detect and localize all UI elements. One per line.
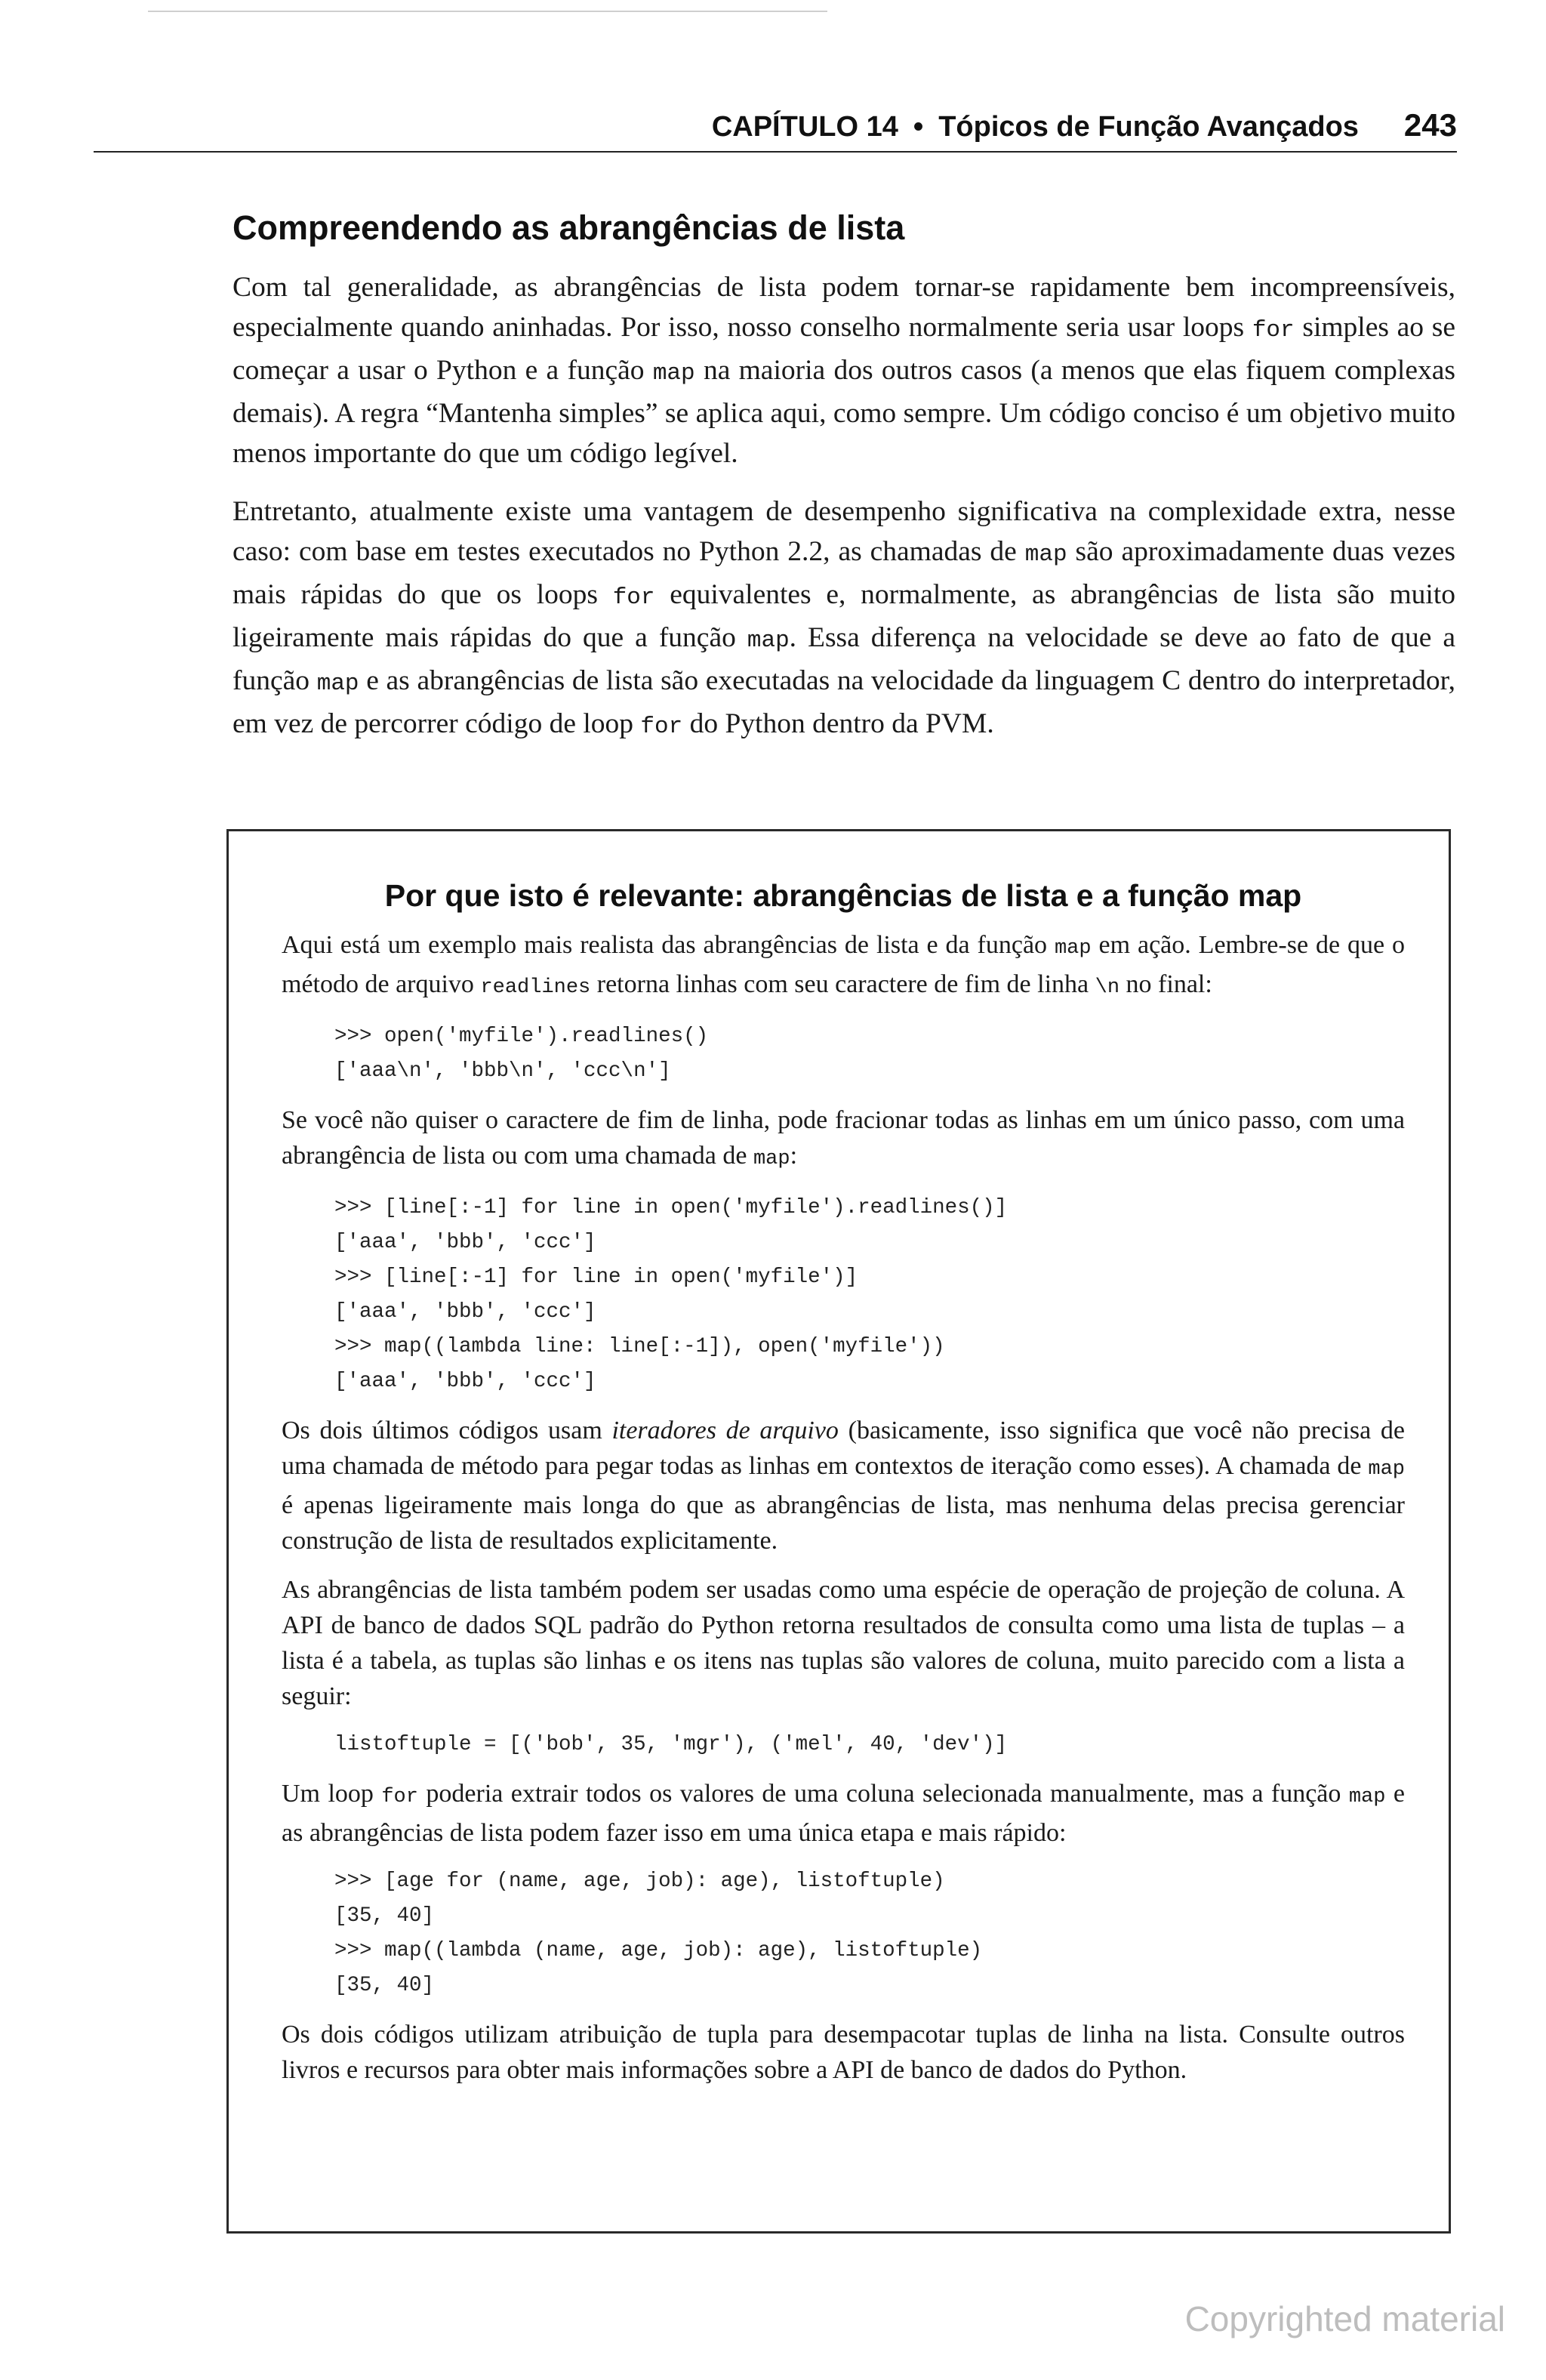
paragraph-2: Entretanto, atualmente existe uma vantagem de desempenho significativa na complexidade extra, nesse caso: com base em testes executados no Python 2.2, as chamadas de map são aproximadamente duas vezes mais rápidas do que os loops for equivalentes e, normalmente, as abrangências de lista são muito ligeiramente mais rápidas do que a função map. Essa diferença na velocidade se deve ao fato de que a função map e as abrangências de lista são executadas na velocidade da linguagem C dentro do interpretador, em vez de percorrer código de loop for do Python dentro da PVM. [233, 496, 1455, 740]
box-title: Por que isto é relevante: abrangências de lista e a função map [384, 878, 1302, 913]
code-line: [35, 40] [334, 1974, 435, 1997]
inline-code: map [1024, 541, 1067, 568]
code-block-4 [334, 1864, 1405, 2003]
box-paragraph-4: As abrangências de lista também podem ser usadas como uma espécie de operação de projeção de coluna. A API de banco de dados SQL padrão do Python retorna resultados de consulta como uma lista de tuplas – a lista é a tabela, as tuplas são linhas e os itens nas tuplas são valores de coluna, muito parecido com a lista a seguir: [282, 1576, 1405, 1710]
code-line: >>> open('myfile').readlines() [334, 1025, 709, 1048]
inline-code: map [652, 360, 695, 387]
copyright-watermark: Copyrighted material [1184, 2299, 1505, 2338]
inline-code: map [747, 627, 790, 654]
code-block-2 [334, 1191, 1405, 1399]
inline-code: map [753, 1148, 790, 1170]
chapter-label: CAPÍTULO 14 [711, 111, 898, 143]
code-line: ['aaa', 'bbb', 'ccc'] [334, 1370, 596, 1393]
box-paragraph-1: Aqui está um exemplo mais realista das abrangências de lista e da função map em ação. Lembre-se de que o método de arquivo readlines retorna linhas com seu caractere de fim de linha \n no final: [282, 931, 1405, 999]
italic-term: iteradores de arquivo [611, 1417, 839, 1444]
code-line: ['aaa\n', 'bbb\n', 'ccc\n'] [334, 1059, 671, 1083]
main-text [233, 267, 1455, 765]
inline-code: map [316, 671, 359, 697]
code-line: >>> [age for (name, age, job): age), listoftuple) [334, 1870, 945, 1893]
box-paragraph-3: Os dois últimos códigos usam iteradores de arquivo (basicamente, isso significa que você não precisa de uma chamada de método para pegar todas as linhas em contextos de iteração como esses). A chamada de map é apenas ligeiramente mais longa do que as abrangências de lista, mas nenhuma delas precisa gerenciar construção de lista de resultados explicitamente. [282, 1417, 1405, 1555]
inline-code: \n [1095, 976, 1120, 999]
top-rule [148, 11, 827, 12]
inline-code: for [1252, 317, 1295, 344]
code-block-3 [334, 1728, 1405, 1762]
inline-code: for [612, 584, 655, 611]
inline-code: map [1054, 937, 1092, 960]
inline-code: for [640, 714, 683, 740]
code-line: >>> [line[:-1] for line in open('myfile').readlines()] [334, 1196, 1008, 1219]
section-title: Compreendendo as abrangências de lista [233, 208, 905, 247]
inline-code: map [1368, 1458, 1405, 1481]
box-paragraph-2: Se você não quiser o caractere de fim de linha, pode fracionar todas as linhas em um único passo, com uma abrangência de lista ou com uma chamada de map: [282, 1106, 1405, 1170]
inline-code: readlines [480, 976, 591, 999]
inline-code: map [1348, 1786, 1386, 1808]
code-line: ['aaa', 'bbb', 'ccc'] [334, 1300, 596, 1324]
running-header [94, 107, 1457, 153]
code-line: listoftuple = [('bob', 35, 'mgr'), ('mel', 40, 'dev')] [334, 1733, 1008, 1756]
chapter-title: Tópicos de Função Avançados [938, 111, 1359, 143]
sidebar-box [226, 829, 1451, 2234]
box-paragraph-5: Um loop for poderia extrair todos os valores de uma coluna selecionada manualmente, mas a função map e as abrangências de lista podem fazer isso em uma única etapa e mais rápido: [282, 1780, 1405, 1847]
code-line: >>> map((lambda line: line[:-1]), open('myfile')) [334, 1335, 945, 1358]
code-line: >>> map((lambda (name, age, job): age), listoftuple) [334, 1939, 983, 1962]
code-line: [35, 40] [334, 1904, 435, 1928]
paragraph-1: Com tal generalidade, as abrangências de lista podem tornar-se rapidamente bem incompreensíveis, especialmente quando aninhadas. Por isso, nosso conselho normalmente seria usar loops for simples ao se começar a usar o Python e a função map na maioria dos outros casos (a menos que elas fiquem complexas demais). A regra “Mantenha simples” se aplica aqui, como sempre. Um código conciso é um objetivo muito menos importante do que um código legível. [233, 272, 1455, 469]
page-number: 243 [1403, 107, 1457, 143]
code-line: ['aaa', 'bbb', 'ccc'] [334, 1231, 596, 1254]
header-bullet: • [913, 111, 924, 143]
inline-code: for [381, 1786, 418, 1808]
box-paragraph-6: Os dois códigos utilizam atribuição de tupla para desempacotar tuplas de linha na lista. Consulte outros livros e recursos para obter mais informações sobre a API de banco de dados do Python. [282, 2021, 1405, 2084]
code-line: >>> [line[:-1] for line in open('myfile')] [334, 1266, 858, 1289]
code-block-1 [334, 1019, 1405, 1089]
